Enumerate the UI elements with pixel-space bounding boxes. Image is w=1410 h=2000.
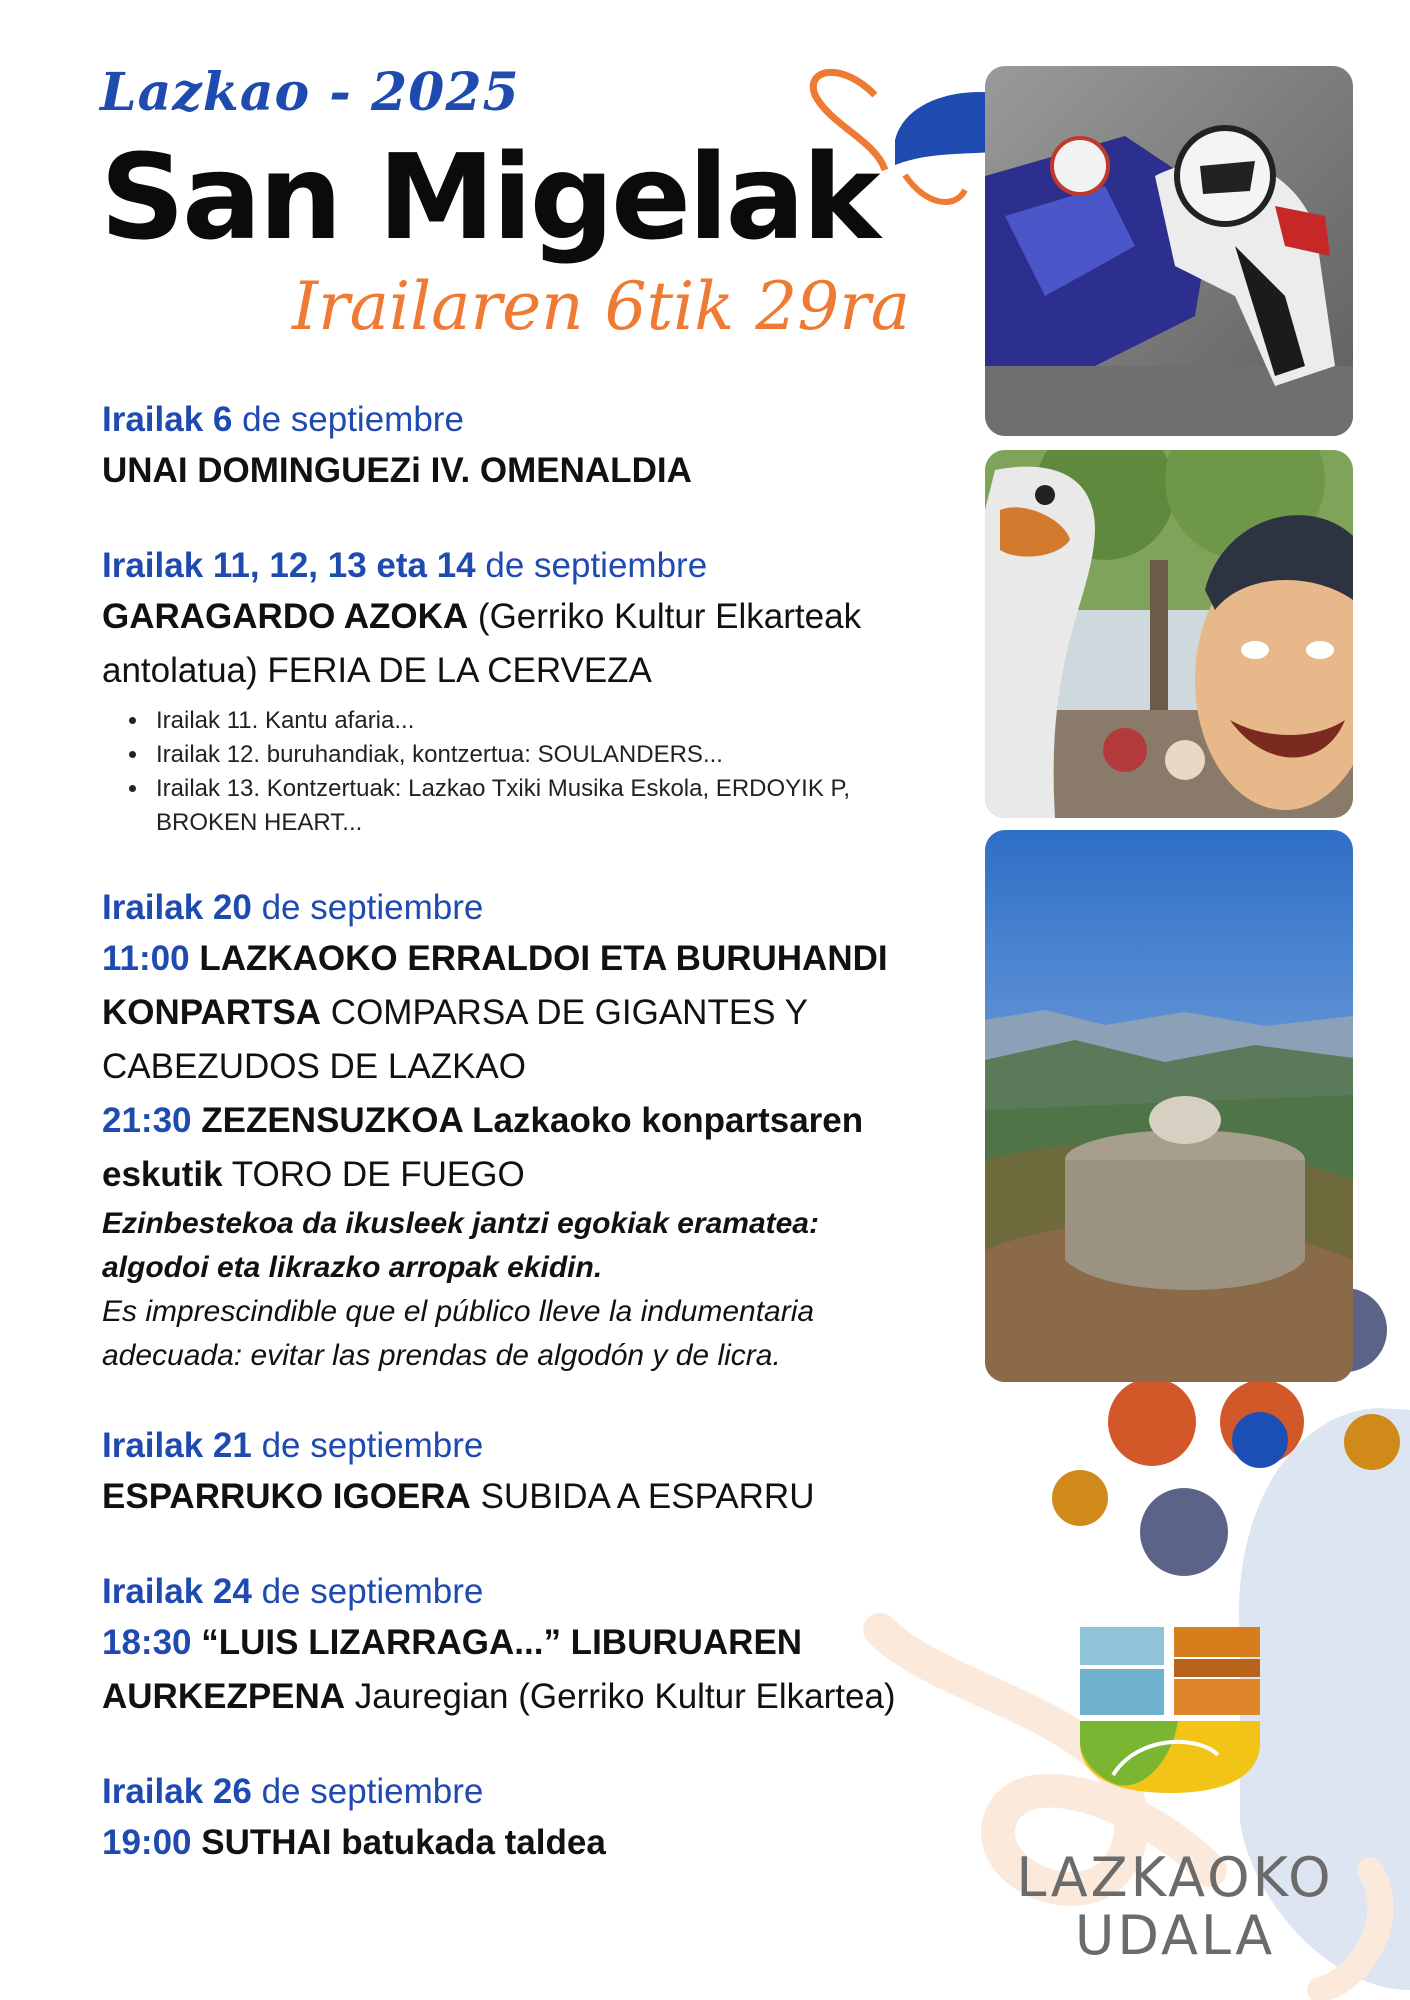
orange-swirl: [905, 175, 965, 202]
dot-orange-1: [1108, 1378, 1196, 1466]
dot-blue-2: [1232, 1412, 1288, 1468]
event-date: Irailak 6 de septiembre: [102, 400, 464, 439]
event-title: GARAGARDO AZOKA (Gerriko Kultur Elkarteak antolatua) FERIA DE LA CERVEZA: [102, 597, 862, 690]
event-5: [102, 1568, 922, 1724]
mountain-photo: [985, 830, 1353, 1382]
giants-photo: [985, 450, 1353, 818]
event-date: Irailak 26 de septiembre: [102, 1772, 484, 1811]
page-title: San Migelak: [100, 128, 878, 266]
event-title: ESPARRUKO IGOERA SUBIDA A ESPARRU: [102, 1477, 815, 1516]
event-date: Irailak 24 de septiembre: [102, 1572, 484, 1611]
event-title: 18:30 “LUIS LIZARRAGA...” LIBURUAREN AURKEZPENA Jauregian (Gerriko Kultur Elkartea): [102, 1623, 896, 1716]
event-date: Irailak 21 de septiembre: [102, 1426, 484, 1465]
event-title: UNAI DOMINGUEZi IV. OMENALDIA: [102, 451, 692, 490]
event-4: [102, 1422, 922, 1524]
list-item: • Irailak 13. Kontzertuak: Lazkao Txiki Musika Eskola, ERDOYIK P, BROKEN HEART...: [150, 772, 922, 840]
event-2: [102, 542, 922, 840]
event-title: 21:30 ZEZENSUZKOA Lazkaoko konpartsaren eskutik TORO DE FUEGO: [102, 1101, 864, 1194]
event-sub-list: [102, 704, 922, 840]
logo-line-1: LAZKAOKO: [1016, 1846, 1334, 1909]
list-item: • Irailak 11. Kantu afaria...: [150, 704, 922, 738]
dot-mustard-1: [1344, 1414, 1400, 1470]
warning-basque: Ezinbestekoa da ikusleek jantzi egokiak eramatea: algodoi eta likrazko arropak ekidin.: [102, 1207, 819, 1284]
event-program: [102, 396, 922, 1914]
motorcycle-photo: [985, 66, 1353, 436]
event-date: Irailak 20 de septiembre: [102, 888, 484, 927]
event-6: [102, 1768, 922, 1870]
event-title: 19:00 SUTHAI batukada taldea: [102, 1823, 606, 1862]
event-title: 11:00 LAZKAOKO ERRALDOI ETA BURUHANDI KONPARTSA COMPARSA DE GIGANTES Y CABEZUDOS DE LAZKAO: [102, 939, 888, 1086]
event-3: [102, 884, 922, 1378]
logo-line-2: UDALA: [1074, 1904, 1276, 1967]
event-1: [102, 396, 922, 498]
page-subtitle: Irailaren 6tik 29ra: [292, 268, 911, 345]
dot-slate-2: [1140, 1488, 1228, 1576]
municipal-shield-logo: [1078, 1625, 1262, 1795]
header-kicker: Lazkao - 2025: [100, 62, 520, 123]
list-item: • Irailak 12. buruhandiak, kontzertua: SOULANDERS...: [150, 738, 922, 772]
dot-mustard-2: [1052, 1470, 1108, 1526]
event-date: Irailak 11, 12, 13 eta 14 de septiembre: [102, 546, 708, 585]
warning-spanish: Es imprescindible que el público lleve la indumentaria adecuada: evitar las prendas de algodón y de licra.: [102, 1295, 815, 1372]
